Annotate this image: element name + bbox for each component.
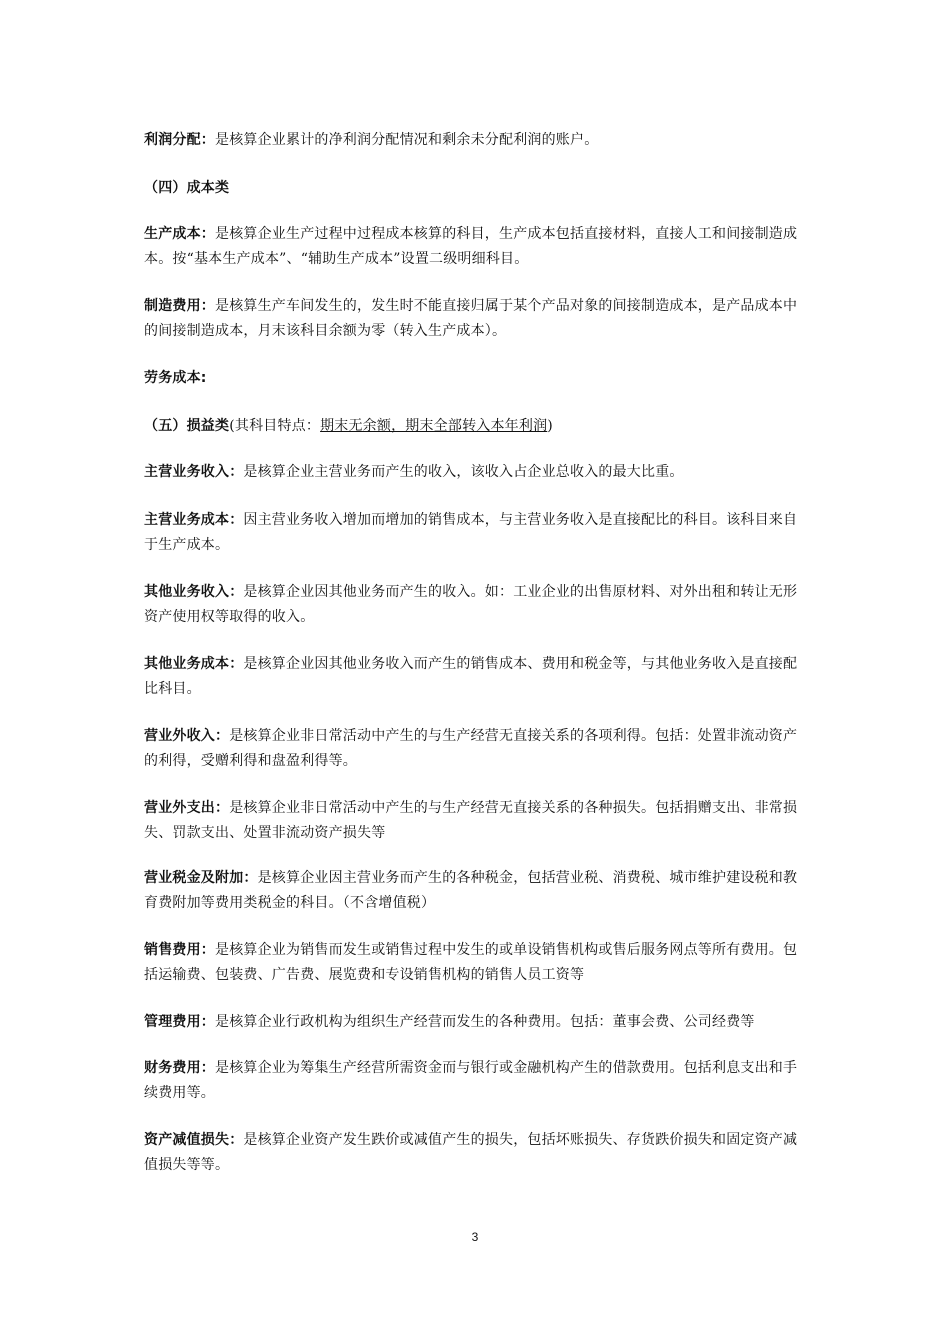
entry-text: 是核算企业主营业务而产生的收入，该收入占企业总收入的最大比重。 bbox=[243, 464, 684, 480]
entry-text: 是核算企业因其他业务收入而产生的销售成本、费用和税金等，与其他业务收入是直接配比科目。 bbox=[144, 656, 798, 697]
entry-text: 是核算企业生产过程中过程成本核算的科目，生产成本包括直接材料，直接人工和间接制造成本。按“基本生产成本”、“辅助生产成本”设置二级明细科目。 bbox=[144, 226, 798, 267]
entry-selling-expenses bbox=[144, 938, 799, 988]
entry-non-operating-income bbox=[144, 724, 799, 774]
entry-main-business-cost bbox=[144, 508, 799, 558]
entry-term: 销售费用： bbox=[144, 942, 215, 958]
section-note-close: ) bbox=[547, 418, 553, 434]
entry-term: 管理费用： bbox=[144, 1014, 215, 1030]
entry-term: 营业税金及附加： bbox=[144, 870, 258, 886]
entry-term: 其他业务成本： bbox=[144, 656, 244, 672]
entry-profit-distribution bbox=[144, 128, 799, 153]
entry-term: 利润分配： bbox=[144, 132, 215, 148]
entry-labor-cost: 劳务成本: bbox=[144, 370, 207, 386]
entry-text: 是核算企业非日常活动中产生的与生产经营无直接关系的各种损失。包括捐赠支出、非常损失、罚款支出、处置非流动资产损失等 bbox=[144, 800, 798, 841]
entry-text: 是核算企业因其他业务而产生的收入。如：工业企业的出售原材料、对外出租和转让无形资产使用权等取得的收入。 bbox=[144, 584, 798, 625]
entry-other-business-revenue bbox=[144, 580, 799, 630]
page-number: 3 bbox=[471, 1230, 479, 1244]
entry-term: 制造费用： bbox=[144, 298, 215, 314]
section-note-underlined: 期末无余额，期末全部转入本年利润 bbox=[320, 418, 548, 434]
entry-business-tax-surcharge bbox=[144, 866, 799, 916]
entry-financial-expenses bbox=[144, 1056, 799, 1106]
entry-text: 是核算企业为销售而发生或销售过程中发生的或单设销售机构或售后服务网点等所有费用。包括运输费、包装费、广告费、展览费和专设销售机构的销售人员工资等 bbox=[144, 942, 798, 983]
entry-term: 营业外收入： bbox=[144, 728, 230, 744]
entry-text: 是核算企业行政机构为组织生产经营而发生的各种费用。包括：董事会费、公司经费等 bbox=[215, 1014, 755, 1030]
section-note-open: (其科目特点： bbox=[229, 418, 321, 434]
entry-term: 财务费用： bbox=[144, 1060, 215, 1076]
entry-text: 是核算企业资产发生跌价或减值产生的损失，包括坏账损失、存货跌价损失和固定资产减值损失等等。 bbox=[144, 1132, 798, 1173]
entry-asset-impairment-loss bbox=[144, 1128, 799, 1178]
section-heading-cost: （四）成本类 bbox=[144, 180, 230, 196]
section-heading-profit-loss bbox=[144, 414, 799, 439]
entry-term: 资产减值损失： bbox=[144, 1132, 244, 1148]
entry-text: 是核算生产车间发生的，发生时不能直接归属于某个产品对象的间接制造成本，是产品成本中的间接制造成本，月末该科目余额为零（转入生产成本）。 bbox=[144, 298, 798, 339]
entry-text: 是核算企业累计的净利润分配情况和剩余未分配利润的账户。 bbox=[215, 132, 599, 148]
entry-text: 是核算企业为筹集生产经营所需资金而与银行或金融机构产生的借款费用。包括利息支出和手续费用等。 bbox=[144, 1060, 798, 1101]
entry-non-operating-expense bbox=[144, 796, 799, 846]
entry-manufacturing-overhead bbox=[144, 294, 799, 344]
entry-term: 生产成本： bbox=[144, 226, 215, 242]
entry-administrative-expenses bbox=[144, 1010, 799, 1035]
entry-text: 因主营业务收入增加而增加的销售成本，与主营业务收入是直接配比的科目。该科目来自于生产成本。 bbox=[144, 512, 798, 553]
entry-main-business-revenue bbox=[144, 460, 799, 485]
section-title: （五）损益类 bbox=[144, 418, 230, 434]
entry-term: 主营业务收入： bbox=[144, 464, 244, 480]
entry-text: 是核算企业非日常活动中产生的与生产经营无直接关系的各项利得。包括：处置非流动资产的利得，受赠利得和盘盈利得等。 bbox=[144, 728, 798, 769]
entry-term: 其他业务收入： bbox=[144, 584, 244, 600]
entry-other-business-cost bbox=[144, 652, 799, 702]
entry-production-cost bbox=[144, 222, 799, 272]
entry-text: 是核算企业因主营业务而产生的各种税金，包括营业税、消费税、城市维护建设税和教育费附加等费用类税金的科目。（不含增值税） bbox=[144, 870, 798, 911]
entry-term: 营业外支出： bbox=[144, 800, 230, 816]
entry-term: 主营业务成本： bbox=[144, 512, 244, 528]
